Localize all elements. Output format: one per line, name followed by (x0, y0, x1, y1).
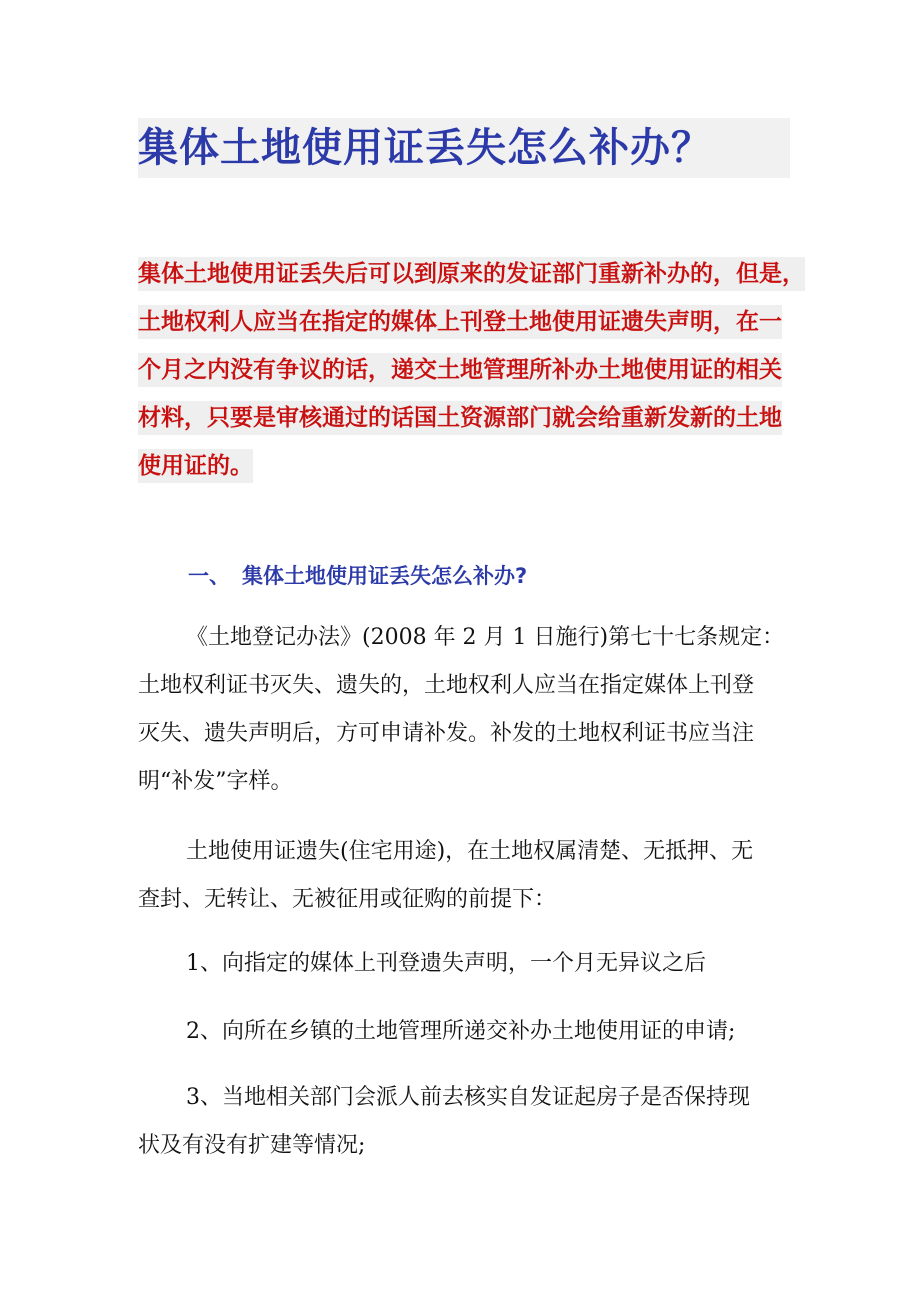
paragraph-line: 明“补发”字样。 (138, 769, 293, 794)
step-text: 1、向指定的媒体上刊登遗失声明，一个月无异议之后 (186, 951, 706, 976)
intro-line-text: 土地权利人应当在指定的媒体上刊登土地使用证遗失声明，在一 (138, 305, 782, 339)
intro-line-text: 个月之内没有争议的话，递交土地管理所补办土地使用证的相关 (138, 353, 782, 387)
paragraph-line: 土地权利证书灭失、遗失的，土地权利人应当在指定媒体上刊登 (138, 673, 755, 698)
intro-line (138, 346, 798, 394)
intro-line-text: 材料，只要是审核通过的话国土资源部门就会给重新发新的土地 (138, 401, 782, 435)
intro-line-text: 集体土地使用证丢失后可以到原来的发证部门重新补办的，但是， (138, 257, 805, 291)
intro-line-text: 使用证的。 (138, 449, 253, 483)
paragraph-line: 查封、无转让、无被征用或征购的前提下： (138, 887, 557, 912)
paragraph-line: 土地使用证遗失(住宅用途)，在土地权属清楚、无抵押、无 (186, 839, 754, 864)
intro-paragraph (138, 250, 805, 490)
paragraph-line: 灭失、遗失声明后，方可申请补发。补发的土地权利证书应当注 (138, 721, 755, 746)
paragraph-line: 《土地登记办法》(2008 年 2 月 1 日施行)第七十七条规定： (186, 625, 785, 650)
section-number: 一、 (188, 564, 230, 588)
step-text: 状及有没有扩建等情况; (138, 1133, 366, 1158)
section-heading (188, 556, 527, 596)
intro-line (138, 250, 805, 298)
step-text: 3、当地相关部门会派人前去核实自发证起房子是否保持现 (186, 1085, 750, 1110)
document-title: 集体土地使用证丢失怎么补办？ (138, 118, 790, 178)
paragraph-conditions (138, 828, 798, 924)
step-2 (138, 1008, 798, 1056)
paragraph-regulation (138, 614, 798, 806)
step-text: 2、向所在乡镇的土地管理所递交补办土地使用证的申请; (186, 1019, 736, 1044)
intro-line (138, 442, 798, 490)
step-1 (138, 940, 798, 988)
step-3 (138, 1074, 798, 1170)
section-heading-text: 集体土地使用证丢失怎么补办? (242, 564, 528, 588)
intro-line (138, 394, 798, 442)
intro-line (138, 298, 798, 346)
